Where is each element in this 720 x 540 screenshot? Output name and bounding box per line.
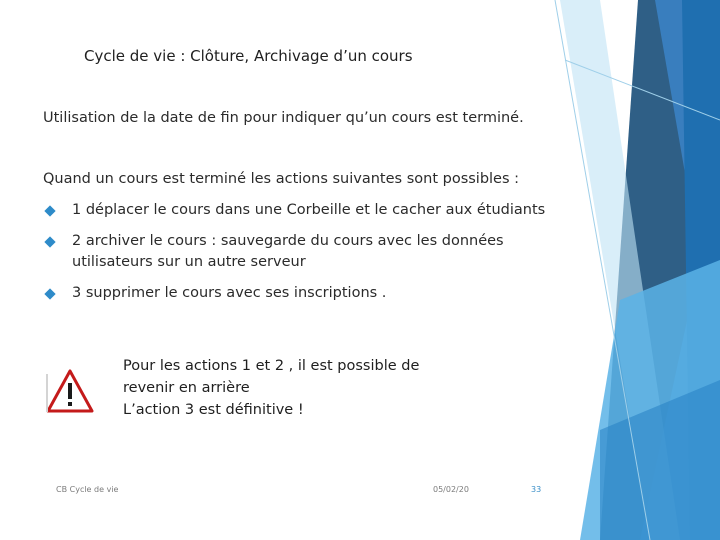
page-number: 33 (531, 485, 542, 494)
list-item (44, 283, 584, 304)
list-item (44, 200, 584, 221)
list-item (44, 231, 584, 273)
diamond-bullet-icon (44, 205, 55, 216)
bullet-text: 1 déplacer le cours dans une Corbeille et le cacher aux étudiants (72, 202, 546, 218)
warning-note (123, 355, 419, 421)
actions-list (44, 200, 584, 314)
diamond-bullet-icon (44, 288, 55, 299)
note-line: Pour les actions 1 et 2 , il est possible de (123, 358, 420, 374)
bullet-text-continued: utilisateurs sur un autre serveur (72, 254, 306, 270)
warning-triangle-icon (46, 368, 94, 414)
slide-title: Cycle de vie : Clôture, Archivage d’un cours (84, 47, 413, 65)
bullet-text: 2 archiver le cours : sauvegarde du cours avec les données (72, 233, 504, 249)
diamond-bullet-icon (44, 236, 55, 247)
footer-label: CB Cycle de vie (56, 485, 119, 494)
footer-date: 05/02/20 (433, 485, 469, 494)
note-line: L’action 3 est définitive ! (123, 402, 304, 418)
intro-paragraph: Utilisation de la date de fin pour indiquer qu’un cours est terminé. (43, 110, 524, 126)
note-line: revenir en arrière (123, 380, 250, 396)
bullet-text: 3 supprimer le cours avec ses inscriptions . (72, 285, 387, 301)
actions-paragraph: Quand un cours est terminé les actions suivantes sont possibles : (43, 171, 520, 187)
